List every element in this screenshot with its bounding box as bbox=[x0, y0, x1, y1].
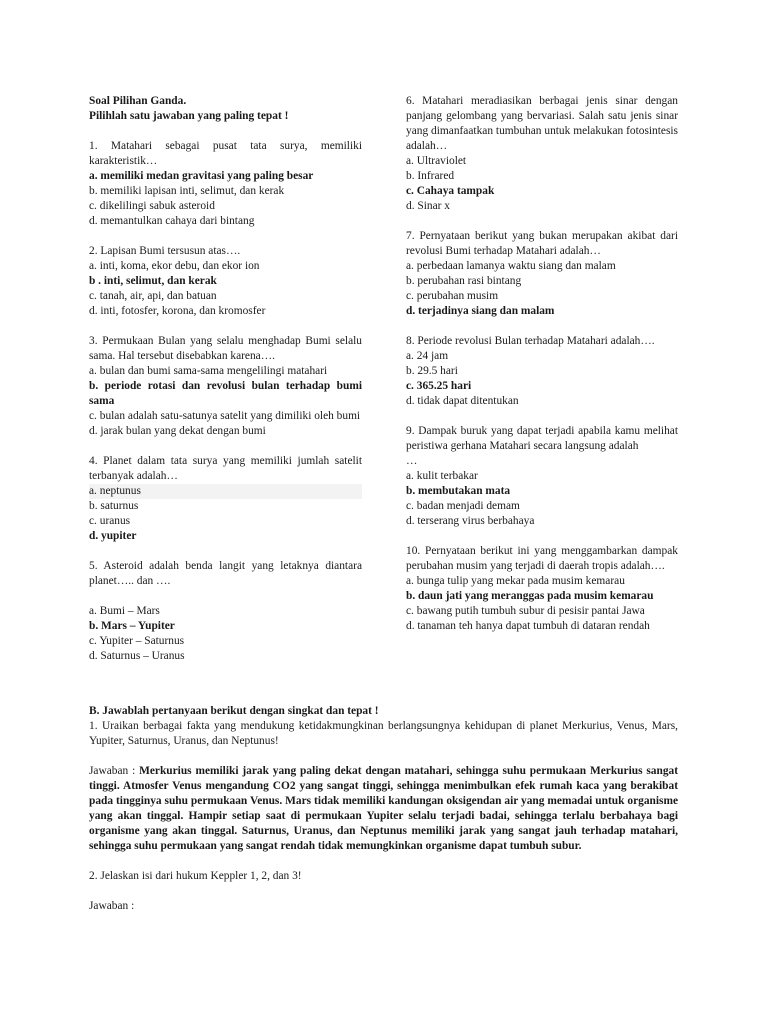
option-a: a. bunga tulip yang mekar pada musim kemarau bbox=[406, 575, 625, 587]
option-c: c. uranus bbox=[89, 515, 131, 527]
option-b: b. 29.5 hari bbox=[406, 365, 458, 377]
question-stem: 3. Permukaan Bulan yang selalu menghadap Bumi selalu sama. Hal tersebut disebabkan karena…. bbox=[89, 335, 362, 362]
question-6 bbox=[406, 94, 678, 214]
option-c: c. bulan adalah satu-satunya satelit yang dimiliki oleh bumi bbox=[89, 410, 361, 422]
question-stem: 6. Matahari meradiasikan berbagai jenis sinar dengan panjang gelombang yang bervariasi. Salah satu jenis sinar yang dimanfaatkan tumbuhan untuk melakukan fotosintesis adalah… bbox=[406, 95, 678, 152]
option-a: a. perbedaan lamanya waktu siang dan malam bbox=[406, 260, 616, 272]
question-stem: 5. Asteroid adalah benda langit yang letaknya diantara planet….. dan …. bbox=[89, 560, 362, 587]
section-b-title: B. Jawablah pertanyaan berikut dengan singkat dan tepat ! bbox=[89, 705, 379, 717]
question-stem: 8. Periode revolusi Bulan terhadap Matahari adalah…. bbox=[406, 335, 655, 347]
answer-label-2: Jawaban : bbox=[89, 900, 135, 912]
option-d: d. jarak bulan yang dekat dengan bumi bbox=[89, 425, 266, 437]
option-b: b. Infrared bbox=[406, 170, 455, 182]
option-a: a. Ultraviolet bbox=[406, 155, 467, 167]
option-d: d. terjadinya siang dan malam bbox=[406, 305, 555, 317]
right-column bbox=[406, 94, 678, 649]
question-stem: 2. Lapisan Bumi tersusun atas…. bbox=[89, 245, 241, 257]
option-b: b. perubahan rasi bintang bbox=[406, 275, 522, 287]
option-c: c. Cahaya tampak bbox=[406, 185, 495, 197]
option-c: c. Yupiter – Saturnus bbox=[89, 635, 185, 647]
option-a: a. inti, koma, ekor debu, dan ekor ion bbox=[89, 260, 260, 272]
section-a-title: Soal Pilihan Ganda. bbox=[89, 95, 187, 107]
option-d: d. inti, fotosfer, korona, dan kromosfer bbox=[89, 305, 266, 317]
question-2 bbox=[89, 244, 362, 319]
question-ellipsis: … bbox=[406, 455, 418, 467]
essay-question-2: 2. Jelaskan isi dari hukum Keppler 1, 2, dan 3! bbox=[89, 870, 302, 882]
left-column bbox=[89, 94, 362, 679]
option-c: c. dikelilingi sabuk asteroid bbox=[89, 200, 215, 212]
option-d: d. terserang virus berbahaya bbox=[406, 515, 535, 527]
option-b: b . inti, selimut, dan kerak bbox=[89, 275, 217, 287]
question-stem: 10. Pernyataan berikut ini yang menggambarkan dampak perubahan musim yang terjadi di daerah tropis adalah…. bbox=[406, 545, 678, 572]
question-stem: 1. Matahari sebagai pusat tata surya, memiliki karakteristik… bbox=[89, 140, 362, 167]
option-d: d. tanaman teh hanya dapat tumbuh di dataran rendah bbox=[406, 620, 650, 632]
question-stem: 9. Dampak buruk yang dapat terjadi apabila kamu melihat peristiwa gerhana Matahari secara langsung adalah bbox=[406, 425, 678, 452]
question-1 bbox=[89, 139, 362, 229]
question-5 bbox=[89, 559, 362, 664]
option-d: d. memantulkan cahaya dari bintang bbox=[89, 215, 255, 227]
answer-text: Merkurius memiliki jarak yang paling dekat dengan matahari, sehingga suhu permukaan Merkurius sangat tinggi. Atmosfer Venus mengandung CO2 yang sangat tinggi, sehingga menimbulkan efek rumah kaca yang berakibat pada tingginya suhu permukaan Venus. Mars tidak memiliki kandungan oksigendan air yang memadai untuk organisme yang akan tinggal. Hampir setiap saat di permukaan Yupiter selalu terjadi badai, sehingga terlalu berbahaya bagi organisme yang akan tinggal. Saturnus, Uranus, dan Neptunus memiliki jarak yang sangat jauh terhadap matahari, sehingga suhu permukaan yang sangat rendah tidak memungkinkan organisme dapat tumbuh subur. bbox=[89, 765, 679, 852]
option-a: a. bulan dan bumi sama-sama mengelilingi matahari bbox=[89, 365, 328, 377]
option-d: d. Saturnus – Uranus bbox=[89, 650, 185, 662]
option-b: b. daun jati yang meranggas pada musim kemarau bbox=[406, 590, 654, 602]
essay-answer-1 bbox=[89, 764, 678, 854]
option-d: d. Sinar x bbox=[406, 200, 450, 212]
option-c: c. 365.25 hari bbox=[406, 380, 472, 392]
question-9 bbox=[406, 424, 678, 529]
option-b: b. memiliki lapisan inti, selimut, dan kerak bbox=[89, 185, 285, 197]
option-c: c. badan menjadi demam bbox=[406, 500, 520, 512]
option-c: c. perubahan musim bbox=[406, 290, 499, 302]
option-a: a. 24 jam bbox=[406, 350, 449, 362]
section-b bbox=[89, 704, 678, 914]
option-c: c. tanah, air, api, dan batuan bbox=[89, 290, 217, 302]
option-a: a. neptunus bbox=[89, 484, 362, 499]
option-a: a. memiliki medan gravitasi yang paling besar bbox=[89, 170, 314, 182]
question-8 bbox=[406, 334, 678, 409]
option-d: d. yupiter bbox=[89, 530, 137, 542]
option-d: d. tidak dapat ditentukan bbox=[406, 395, 519, 407]
essay-question-1: 1. Uraikan berbagai fakta yang mendukung ketidakmungkinan berlangsungnya kehidupan di planet Merkurius, Venus, Mars, Yupiter, Saturnus, Uranus, dan Neptunus! bbox=[89, 720, 678, 747]
question-4 bbox=[89, 454, 362, 544]
option-b: b. periode rotasi dan revolusi bulan terhadap bumi sama bbox=[89, 380, 362, 407]
question-stem: 7. Pernyataan berikut yang bukan merupakan akibat dari revolusi Bumi terhadap Matahari adalah… bbox=[406, 230, 678, 257]
section-a-instruction: Pilihlah satu jawaban yang paling tepat ! bbox=[89, 110, 289, 122]
option-b: b. Mars – Yupiter bbox=[89, 620, 175, 632]
option-b: b. membutakan mata bbox=[406, 485, 511, 497]
answer-label: Jawaban : bbox=[89, 765, 140, 777]
option-b: b. saturnus bbox=[89, 500, 139, 512]
question-7 bbox=[406, 229, 678, 319]
question-3 bbox=[89, 334, 362, 439]
option-a: a. kulit terbakar bbox=[406, 470, 478, 482]
question-stem: 4. Planet dalam tata surya yang memiliki jumlah satelit terbanyak adalah… bbox=[89, 455, 362, 482]
option-c: c. bawang putih tumbuh subur di pesisir pantai Jawa bbox=[406, 605, 645, 617]
question-10 bbox=[406, 544, 678, 634]
option-a: a. Bumi – Mars bbox=[89, 605, 160, 617]
